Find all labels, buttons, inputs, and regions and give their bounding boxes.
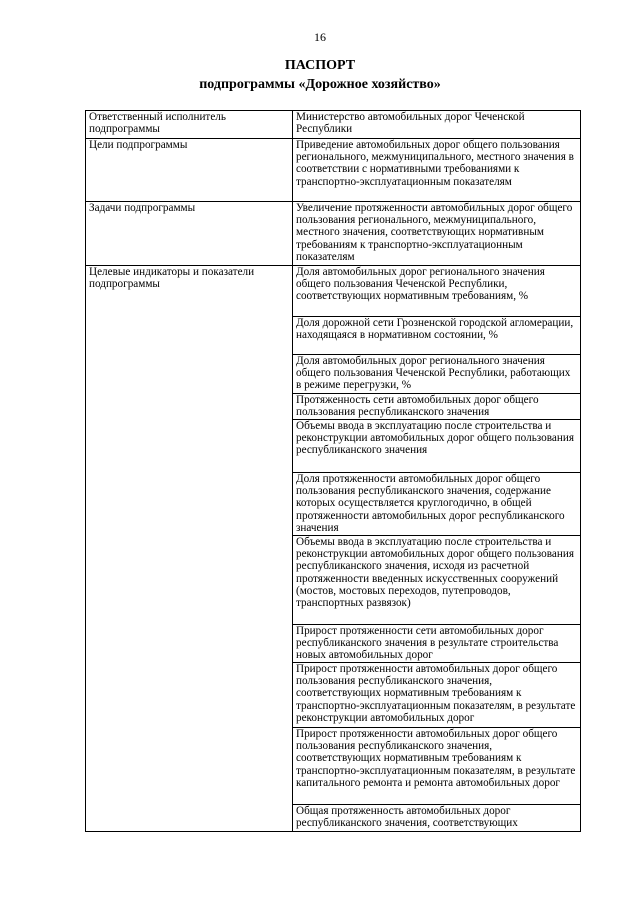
- row-value-responsible: Министерство автомобильных дорог Чеченской Республики: [293, 111, 581, 139]
- table-row: [86, 111, 581, 139]
- indicator-item: Объемы ввода в эксплуатацию после строительства и реконструкции автомобильных дорог общего пользования республиканского значения: [293, 420, 581, 473]
- table-row: [86, 266, 581, 317]
- table-row: [86, 202, 581, 266]
- document-title: ПАСПОРТ: [284, 58, 356, 73]
- document-subtitle: подпрограммы «Дорожное хозяйство»: [199, 77, 441, 92]
- indicator-item: Общая протяженность автомобильных дорог республиканского значения, соответствующих: [293, 805, 581, 832]
- row-label-goals: Цели подпрограммы: [86, 139, 293, 202]
- indicator-item: Прирост протяженности сети автомобильных дорог республиканского значения в результате строительства новых автомобильных дорог: [293, 625, 581, 663]
- indicator-item: Прирост протяженности автомобильных дорог общего пользования республиканского значения, соответствующих нормативным требованиям к транспортно-эксплуатационным показателям, в результате капитального ремонта и ремонта автомобильных дорог: [293, 728, 581, 805]
- row-value-tasks: Увеличение протяженности автомобильных дорог общего пользования регионального, межмуниципального, местного значения, соответствующих нормативным требованиям к транспортно-эксплуатационным показателям: [293, 202, 581, 266]
- table-row: [86, 139, 581, 202]
- indicator-item: Прирост протяженности автомобильных дорог общего пользования республиканского значения, соответствующих нормативным требованиям к транспортно-эксплуатационным показателям, в результате реконструкции автомобильных дорог: [293, 663, 581, 728]
- indicator-item: Доля протяженности автомобильных дорог общего пользования республиканского значения, содержание которых осуществляется круглогодично, в общей протяженности автомобильных дорог республиканского значения: [293, 473, 581, 536]
- indicator-item: Доля дорожной сети Грозненской городской агломерации, находящаяся в нормативном состоянии, %: [293, 317, 581, 355]
- indicator-item: Объемы ввода в эксплуатацию после строительства и реконструкции автомобильных дорог общего пользования республиканского значения, исходя из расчетной протяженности введенных искусственных сооружений (мостов, мостовых переходов, путепроводов, транспортных развязок): [293, 536, 581, 625]
- indicator-item: Доля автомобильных дорог регионального значения общего пользования Чеченской Республики, соответствующих нормативным требованиям, %: [293, 266, 581, 317]
- indicator-item: Доля автомобильных дорог регионального значения общего пользования Чеченской Республики, работающих в режиме перегрузки, %: [293, 355, 581, 394]
- row-label-tasks: Задачи подпрограммы: [86, 202, 293, 266]
- indicator-item: Протяженность сети автомобильных дорог общего пользования республиканского значения: [293, 394, 581, 420]
- row-label-responsible: Ответственный исполнитель подпрограммы: [86, 111, 293, 139]
- row-label-indicators: Целевые индикаторы и показатели подпрограммы: [86, 266, 293, 832]
- row-value-goals: Приведение автомобильных дорог общего пользования регионального, межмуниципального, местного значения в соответствии с нормативными требованиями к транспортно-эксплуатационным показателям: [293, 139, 581, 202]
- page-number: 16: [314, 30, 326, 44]
- passport-table: [85, 110, 581, 832]
